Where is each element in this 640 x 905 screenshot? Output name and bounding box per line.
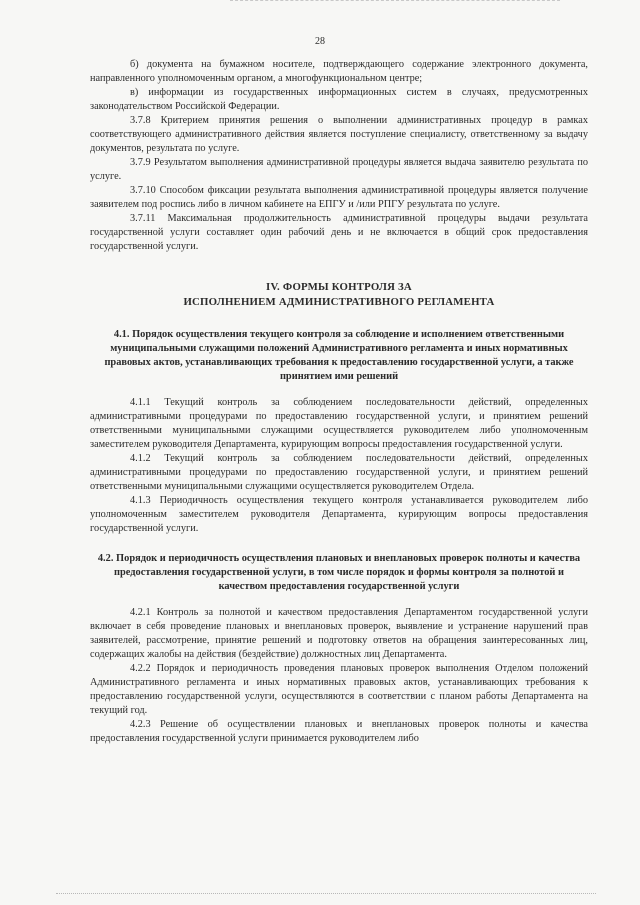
section-iv-title-line2: ИСПОЛНЕНИЕМ АДМИНИСТРАТИВНОГО РЕГЛАМЕНТА: [183, 296, 495, 308]
paragraph-v: в) информации из государственных информационных систем в случаях, предусмотренных законодательством Российской Федерации.: [90, 87, 588, 112]
paragraph-4-1-1: 4.1.1 Текущий контроль за соблюдением последовательности действий, определенных административными процедурами по предоставлению государственной услуги, и принятием решений ответственными муниципальными служащими осуществляется руководителем либо уполномоченным заместителем руководителя Департамента, курирующим вопросы предоставления государственной услуги.: [90, 397, 588, 450]
paragraph-4-2-2: 4.2.2 Порядок и периодичность проведения плановых проверок выполнения Отделом положений Административного регламента и иных нормативных правовых актов, устанавливающих требования к предоставлению государственной услуги, осуществляются в соответствии с планом работы Департамента на текущий год.: [90, 663, 588, 716]
paragraph-3-7-11: 3.7.11 Максимальная продолжительность административной процедуры выдачи результата государственной услуги составляет один рабочий день и не включается в общий срок предоставления государственной услуги.: [90, 213, 588, 252]
paragraph-b: б) документа на бумажном носителе, подтверждающего содержание электронного документа, направленного уполномоченным органом, а многофункциональном центре;: [90, 59, 588, 84]
paragraph-4-2-3: 4.2.3 Решение об осуществлении плановых и внеплановых проверок полноты и качества предоставления государственной услуги принимается руководителем либо: [90, 719, 588, 744]
paragraph-4-1-3: 4.1.3 Периодичность осуществления текущего контроля устанавливается руководителем либо уполномоченным заместителем руководителя Департамента, курирующим вопросы предоставления государственной услуги.: [90, 495, 588, 534]
section-iv-title: [90, 280, 588, 310]
paragraph-4-1-2: 4.1.2 Текущий контроль за соблюдением последовательности действий, определенных административными процедурами по предоставлению государственной услуги, и принятием решений ответственными муниципальными служащими осуществляется руководителем Отдела.: [90, 453, 588, 492]
page-number: 28: [315, 36, 325, 47]
paragraph-3-7-9: 3.7.9 Результатом выполнения административной процедуры является выдача заявителю результата по услуге.: [90, 157, 588, 182]
subsection-4-1-title: 4.1. Порядок осуществления текущего контроля за соблюдение и исполнением ответственными муниципальными служащими положений Административного регламента и иных нормативных правовых актов, устанавливающих требования к предоставлению государственной услуги, а также принятием ими решений: [104, 329, 574, 382]
paragraph-3-7-10: 3.7.10 Способом фиксации результата выполнения административной процедуры является получение заявителем под роспись либо в личном кабинете на ЕПГУ и /или РПГУ результата по услуге.: [90, 185, 588, 210]
paragraph-4-2-1: 4.2.1 Контроль за полнотой и качеством предоставления Департаментом государственной услуги включает в себя проведение плановых и внеплановых проверок, выявление и устранение нарушений прав заявителей, рассмотрение, принятие решений и подготовку ответов на обращения заинтересованных лиц, содержащих жалобы на действия (бездействие) должностных лиц Департамента.: [90, 607, 588, 660]
subsection-4-2-title: 4.2. Порядок и периодичность осуществления плановых и внеплановых проверок полноты и качества предоставления государственной услуги, в том числе порядок и формы контроля за полнотой и качеством предоставления государственной услуги: [97, 553, 581, 592]
paragraph-3-7-8: 3.7.8 Критерием принятия решения о выполнении административных процедур в рамках соответствующего административного действия является поступление специалисту, ответственному за выдачу документов, результата по услуге.: [90, 115, 588, 154]
section-iv-title-line1: IV. ФОРМЫ КОНТРОЛЯ ЗА: [266, 281, 412, 293]
scan-edge-mark: [230, 0, 560, 1]
page-content: [90, 58, 588, 746]
scan-bottom-edge: [56, 893, 596, 894]
